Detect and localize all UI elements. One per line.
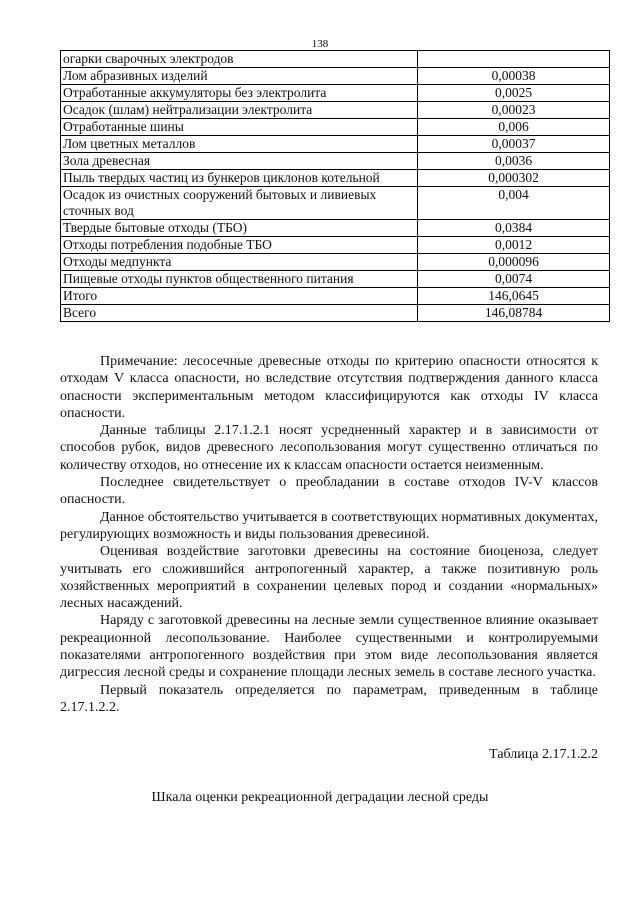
waste-name-cell: огарки сварочных электродов	[61, 51, 418, 68]
table-row	[61, 119, 610, 136]
waste-value-cell: 146,0645	[418, 288, 610, 305]
waste-name-cell: Осадок из очистных сооружений бытовых и ливиевых сточных вод	[61, 187, 418, 220]
waste-value-cell: 0,0025	[418, 85, 610, 102]
body-paragraph: Данные таблицы 2.17.1.2.1 носят усредненный характер и в зависимости от способов рубок, видов древесного лесопользования могут существенно отличаться по количеству отходов, но отнесение их к классам опасности остается неизменным.	[60, 423, 598, 473]
waste-name-cell: Отработанные аккумуляторы без электролита	[61, 85, 418, 102]
table-row	[61, 237, 610, 254]
waste-name-cell: Отходы потребления подобные ТБО	[61, 237, 418, 254]
waste-name-cell: Пыль твердых частиц из бункеров циклонов котельной	[61, 170, 418, 187]
waste-name-cell: Осадок (шлам) нейтрализации электролита	[61, 102, 418, 119]
waste-name-cell: Лом абразивных изделий	[61, 68, 418, 85]
waste-name-cell: Итого	[61, 288, 418, 305]
page-number: 138	[311, 38, 329, 50]
waste-value-cell: 0,0074	[418, 271, 610, 288]
table-row	[61, 136, 610, 153]
waste-value-cell: 146,08784	[418, 305, 610, 322]
body-text	[60, 353, 598, 716]
table-title: Шкала оценки рекреационной деградации лесной среды	[151, 790, 489, 805]
body-paragraph: Данное обстоятельство учитывается в соответствующих нормативных документах, регулирующих возможность и виды пользования древесиной.	[60, 509, 598, 542]
body-paragraph: Последнее свидетельствует о преобладании в составе отходов IV-V классов опасности.	[60, 475, 598, 508]
waste-table	[60, 50, 610, 322]
waste-table-body	[61, 51, 610, 322]
waste-name-cell: Лом цветных металлов	[61, 136, 418, 153]
waste-value-cell: 0,00037	[418, 136, 610, 153]
waste-name-cell: Отработанные шины	[61, 119, 418, 136]
table-row	[61, 153, 610, 170]
waste-value-cell: 0,0384	[418, 220, 610, 237]
table-row	[61, 288, 610, 305]
body-paragraph: Оценивая воздействие заготовки древесины на состояние биоценоза, следует учитывать его сложившийся антропогенный характер, а также позитивную роль хозяйственных мероприятий в сохранении целевых пород и создании «нормальных» лесных насаждений.	[60, 544, 598, 612]
waste-name-cell: Зола древесная	[61, 153, 418, 170]
waste-value-cell: 0,000302	[418, 170, 610, 187]
note-paragraph: Примечание: лесосечные древесные отходы по критерию опасности относятся к отходам V класса опасности, но вследствие отсутствия подтверждения данного класса опасности экспериментальным методом классифицируются как отходы IV класса опасности.	[60, 354, 598, 421]
waste-value-cell: 0,0036	[418, 153, 610, 170]
body-paragraph: Наряду с заготовкой древесины на лесные земли существенное влияние оказывает рекреационной лесопользование. Наиболее существенными и контролируемыми показателями антропогенного воздействия при этом виде лесопользования является дигрессия лесной среды и сохранение площади лесных земель в составе лесного участка.	[60, 613, 598, 681]
waste-name-cell: Отходы медпункта	[61, 254, 418, 271]
table-row	[61, 220, 610, 237]
table-row	[61, 170, 610, 187]
table-number-label: Таблица 2.17.1.2.2	[489, 747, 598, 762]
waste-value-cell: 0,004	[418, 187, 610, 220]
table-row	[61, 305, 610, 322]
waste-value-cell	[418, 51, 610, 68]
waste-name-cell: Всего	[61, 305, 418, 322]
table-row	[61, 271, 610, 288]
waste-value-cell: 0,00038	[418, 68, 610, 85]
body-paragraph: Первый показатель определяется по параметрам, приведенным в таблице 2.17.1.2.2.	[60, 682, 598, 715]
waste-value-cell: 0,0012	[418, 237, 610, 254]
waste-name-cell: Пищевые отходы пунктов общественного питания	[61, 271, 418, 288]
table-row	[61, 85, 610, 102]
table-row	[61, 51, 610, 68]
waste-name-cell: Твердые бытовые отходы (ТБО)	[61, 220, 418, 237]
table-row	[61, 102, 610, 119]
table-row	[61, 68, 610, 85]
waste-value-cell: 0,006	[418, 119, 610, 136]
table-row	[61, 187, 610, 220]
waste-value-cell: 0,000096	[418, 254, 610, 271]
table-row	[61, 254, 610, 271]
waste-value-cell: 0,00023	[418, 102, 610, 119]
